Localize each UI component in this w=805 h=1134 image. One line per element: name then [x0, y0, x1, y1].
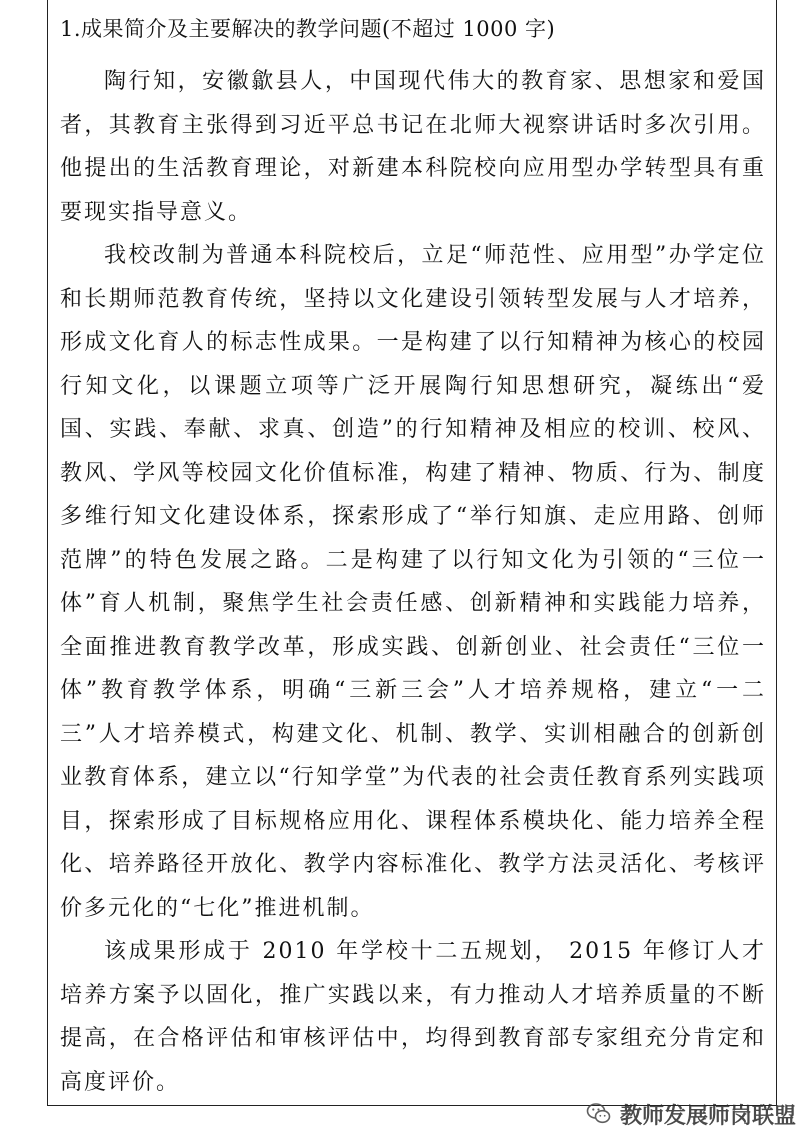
- watermark: [586, 1099, 796, 1129]
- document-body: [60, 60, 766, 1104]
- paragraph-achievements: 我校改制为普通本科院校后，立足“师范性、应用型”办学定位和长期师范教育传统，坚持以文化建设引领转型发展与人才培养，形成文化育人的标志性成果。一是构建了以行知精神为核心的校园行知文化，以课题立项等广泛开展陶行知思想研究，凝练出“爱国、实践、奉献、求真、创造”的行知精神及相应的校训、校风、教风、学风等校园文化价值标准，构建了精神、物质、行为、制度多维行知文化建设体系，探索形成了“举行知旗、走应用路、创师范牌”的特色发展之路。二是构建了以行知文化为引领的“三位一体”育人机制，聚焦学生社会责任感、创新精神和实践能力培养，全面推进教育教学改革，形成实践、创新创业、社会责任“三位一体”教育教学体系，明确“三新三会”人才培养规格，建立“一二三”人才培养模式，构建文化、机制、教学、实训相融合的创新创业教育体系，建立以“行知学堂”为代表的社会责任教育系列实践项目，探索形成了目标规格应用化、课程体系模块化、能力培养全程化、培养路径开放化、教学内容标准化、教学方法灵活化、考核评价多元化的“七化”推进机制。: [60, 243, 766, 921]
- wechat-icon: [586, 1101, 612, 1127]
- watermark-text: 教师发展师岗联盟: [620, 1103, 797, 1129]
- paragraph-intro: 陶行知，安徽歙县人，中国现代伟大的教育家、思想家和爱国者，其教育主张得到习近平总书记在北师大视察讲话时多次引用。他提出的生活教育理论，对新建本科院校向应用型办学转型具有重要现实指导意义。: [60, 69, 766, 225]
- section-heading: 1.成果简介及主要解决的教学问题(不超过 1000 字): [60, 17, 556, 41]
- paragraph-conclusion: 该成果形成于 2010 年学校十二五规划， 2015 年修订人才培养方案予以固化，推广实践以来，有力推动人才培养质量的不断提高，在合格评估和审核评估中，均得到教育部专家组充分肯定和高度评价。: [60, 939, 766, 1095]
